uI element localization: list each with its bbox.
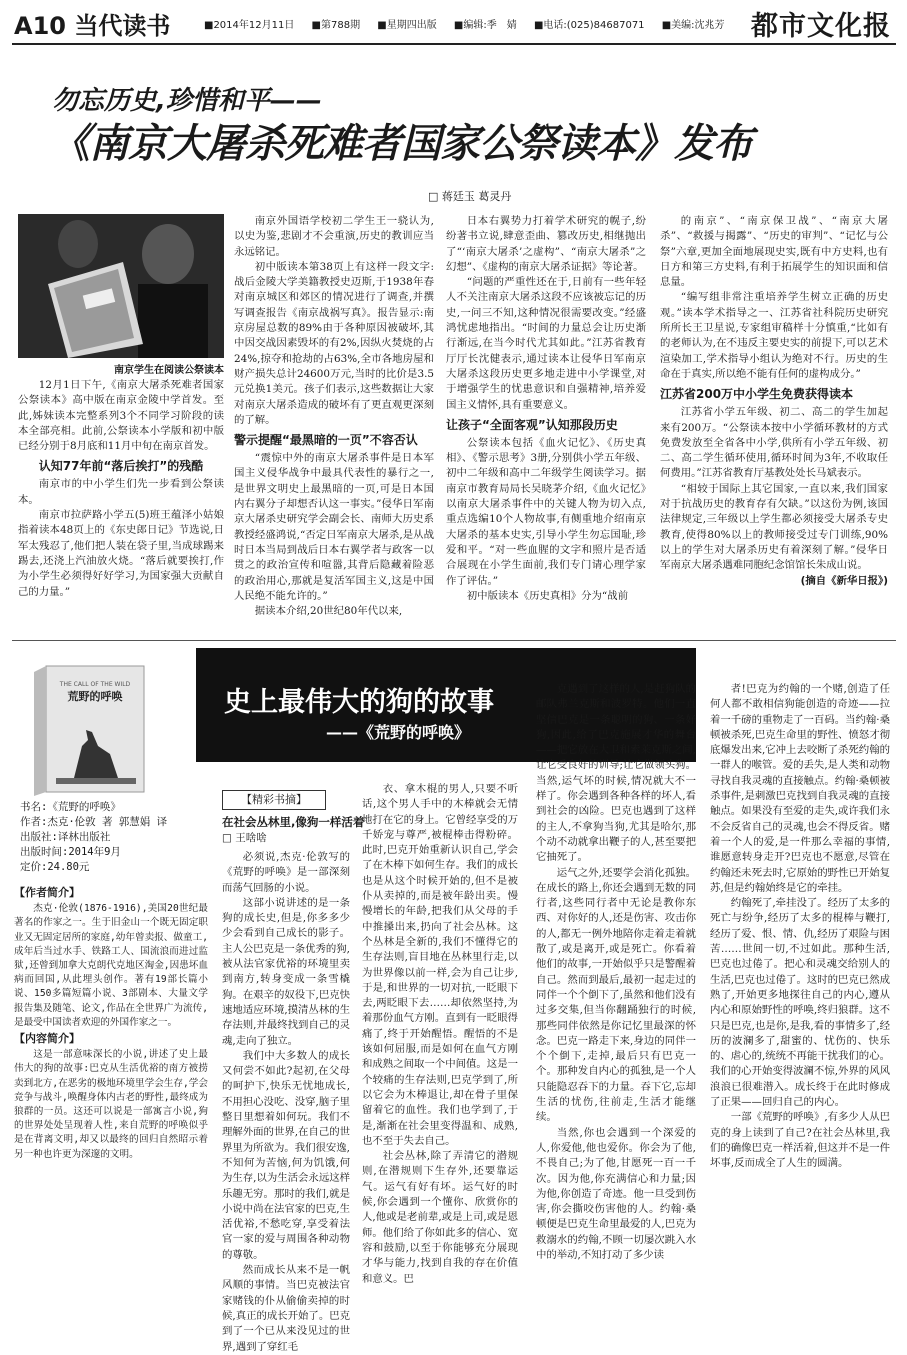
phone: ■电话:(025)84687071 <box>533 20 645 31</box>
paragraph: 南京市拉萨路小学五(5)班王蕴泽小姑娘指着读本48页上的《东史郎日记》节选说,日军太残忍了,他们把人装在袋子里,当成球踢来踢去,还浇上汽油放火烧。“落后就要挨打,作为小学生必须得好好学习,为国家强大贡献自己的力量。” <box>18 509 224 598</box>
book-title: 书名:《荒野的呼唤》 <box>20 801 121 813</box>
article1-column-4 <box>660 214 888 640</box>
paragraph: 当然,你也会遇到一个深爱的人,你爱他,他也爱你。你会为了他,不畏自己;为了他,甘愿死一百一千次。因为他,你充满信心和力量;因为他,你创造了奇迹。他一旦受到伤害,你会撕咬伤害他的人。约翰·桑顿便是巴克生命里最爱的人,巴克为救溺水的约翰,不顾一切屡次跳入水中的举动,不知打动了多少读 <box>536 1126 696 1261</box>
content-intro-heading: 【内容简介】 <box>14 1032 80 1046</box>
cover-english-title: THE CALL OF THE WILD <box>59 681 131 688</box>
article1-column-1 <box>18 378 224 640</box>
paragraph: 南京市的中小学生们先一步看到公祭读本。 <box>18 478 224 506</box>
book-publisher: 出版社:译林出版社 <box>20 831 111 843</box>
page-section: A10 当代读书 <box>14 12 171 40</box>
book-pubdate: 出版时间:2014年9月 <box>20 846 121 858</box>
issue: ■第788期 <box>311 20 361 31</box>
subheading: 认知77年前“落后挨打”的残酷 <box>38 459 204 474</box>
masthead-meta <box>204 16 739 31</box>
book-price: 定价:24.80元 <box>20 861 90 873</box>
paragraph: 初中版读本第38页上有这样一段文字:战后金陵大学美籍教授史迈斯,于1938年春对南京城区和郊区的情况进行了调查,并撰写调查报告《南京战祸写真》。报告显示:南京房屋总数的89%由于各种原因被破坏,其中因交战因素毁坏的有2%,因纵火焚烧的占24%,掠夺和抢劫的占63%,全市各地房屋和财产损失总计24600万元,当时的比价是3.5元兑换1美元。孩子们表示,这些数据让大家对南京大屠杀造成的破坏有了更直观更深刻的了解。 <box>234 260 434 426</box>
article-headline: 《南京大屠杀死难者国家公祭读本》发布 <box>50 121 752 167</box>
photo-illustration <box>18 214 224 358</box>
paragraph: 必须说,杰克·伦敦写的《荒野的呼唤》是一部深刻而荡气回肠的小说。 <box>222 851 350 894</box>
paragraph: 约翰死了,牵挂没了。经历了太多的死亡与纷争,经历了太多的棍棒与鞭打,经历了爱、恨、情、仇,经历了艰险与困苦……世间一切,不过如此。那种生活,巴克也过倦了。把心和灵魂交给别人的生活,巴克也过倦了。这时的巴克已然成熟了,开始更多地探往自己的内心,遵从内心和原始野性的呼唤,终归狼群。这不只是巴克,也是你,是我,看的事情多了,经历的波澜多了,甜蜜的、忧伤的、快乐的、虐心的,统统不再能干扰我们的心。我们的心开始变得波澜不惊,外界的风风浪浪已很难潜入。成长终于在此时修成了正果——回归自己的内心。 <box>710 897 890 1109</box>
paragraph: “问题的严重性还在于,日前有一些年轻人不关注南京大屠杀这段不应该被忘记的历史,一问三不知,这种情况很需要改变。”经盛鸿忧虑地指出。“时间的力量总会让历史渐行渐远,在当今时代尤其如此。”江苏省教育厅厅长沈健表示,通过读本让侵华日军南京大屠杀这段历史更多地走进中小学课堂,对于增强学生的忧患意识和自强精神,培养爱国主义情怀,具有重要意义。 <box>446 276 646 411</box>
banner-subtitle: ——《荒野的呼唤》 <box>326 723 471 742</box>
photo-caption: 南京学生在阅读公祭读本 <box>114 365 224 376</box>
book-intro-column <box>14 884 208 1270</box>
excerpt-column-1 <box>222 850 350 1353</box>
excerpt-tag: 【精彩书摘】 <box>222 790 326 810</box>
paragraph: 据读本介绍,20世纪80年代以来, <box>254 605 403 618</box>
excerpt-column-3 <box>536 682 696 1270</box>
source-credit: (摘自《新华日报》) <box>800 574 888 587</box>
paragraph: 运气之外,还要学会消化孤独。在成长的路上,你还会遇到无数的同行者,这些同行者中无论是教你东西、对你好的人,还是伤害、攻击你的人,都无一例外地陪你走着走着就散了,或是离开,或是死亡。你看着他们的故事,一开始似乎只是警醒着自己。然而到最后,最初一起走过的同伴一个个倒下了,虽然和他们没有过多交集,但当你翻踊独行的时候,那些同伴依然是你记忆里最深的怀念。巴克一路走下来,身边的同伴一个个倒下,走掉,最后只有巴克一个。那种发自内心的孤独,是一个人只能隐忍吞下的力量。吞下它,忘却生活的忧伤,往前走,生活才能继续。 <box>536 866 696 1124</box>
paragraph: 初中版读本《历史真相》分为“战前 <box>466 589 628 602</box>
excerpt-author: □ 王啥啥 <box>222 832 267 844</box>
editor: ■编辑:季 婧 <box>453 20 517 31</box>
section-divider <box>12 640 896 641</box>
paragraph: 日本右翼势力打着学术研究的幌子,纷纷著书立说,肆意歪曲、篡改历史,相继抛出了“‘南京大屠杀’之虚构”、“南京大屠杀”之幻想”、《虚构的南京大屠杀证据》等论著。 <box>446 215 646 273</box>
author-intro-heading: 【作者简介】 <box>14 886 80 899</box>
paragraph: “编写组非常注重培养学生树立正确的历史观。”读本学术指导之一、江苏省社科院历史研究所所长王卫星说,专家组审稿样十分慎重,“比如有的老师认为,在不违反主要史实的前提下,可以艺术渲染加工,学术指导小组认为绝对不行。历史的生命在于真实,所以绝不能有任何的虚构成分。” <box>660 291 888 380</box>
byline: □ 蒋廷玉 葛灵丹 <box>428 190 512 203</box>
book-author: 作者:杰克·伦敦 著 郭慧娟 译 <box>20 816 168 828</box>
paragraph: 江苏省小学五年级、初二、高二的学生加起来有200万。“公祭读本按中小学循环教材的方式免费发放至全省各中小学,供所有小学五年级、初二、高二学生循环使用,循环时间为3年,不收取任何费用。”江苏省教育厅基教处处长马斌表示。 <box>660 406 888 480</box>
excerpt-column-2 <box>362 782 518 1285</box>
paragraph: 南京外国语学校初二学生王一骁认为,以史为鉴,悲剧才不会重演,历史的教训应当永远铭记。 <box>234 215 434 258</box>
banner-title: 史上最伟大的狗的故事 <box>224 687 494 718</box>
subheading: 警示提醒“最黑暗的一页”不容否认 <box>234 433 418 448</box>
subheading: 江苏省200万中小学生免费获得读本 <box>660 387 854 402</box>
date: ■2014年12月11日 <box>204 20 295 31</box>
paragraph: “震惊中外的南京大屠杀事件是日本军国主义侵华战争中最具代表性的暴行之一,是世界文明史上最黑暗的一页,可是日本国内右翼分子却想否认这一事实。”侵华日军南京大屠杀史研究学会副会长、南师大历史系教授经盛鸿说,“否定日军南京大屠杀,是从战时日本当局到战后日本右翼学者与政客一以贯之的政治宣传和喧嚣,其背后隐藏着险恶的政治用心,那就是复活军国主义,这是中国人民绝不能允许的。” <box>234 452 434 602</box>
article-kicker: 勿忘历史,珍惜和平—— <box>52 86 322 116</box>
paragraph: “相较于国际上其它国家,一直以来,我们国家对于抗战历史的教育存有欠缺。”以这份为例,该国法律规定,三年级以上学生都必须接受大屠杀专史教育,使得80%以上的教师接受过专门训练,90%以上的学生对大屠杀历史有着深刻了解。”侵华日军南京大屠杀遇难同胞纪念馆馆长朱成山说。 <box>660 482 888 572</box>
newspaper-brand: 都市文化报 <box>751 11 891 42</box>
weekday: ■星期四出版 <box>377 20 437 31</box>
cover-title: 荒野的呼唤 <box>67 690 123 703</box>
author-intro: 杰克·伦敦(1876-1916),美国20世纪最著名的作家之一。生于旧金山一个既无固定职业又无固定居所的家庭,幼年曾卖报、做童工,成年后当过水手、铁路工人、国流浪而进过监狱,还曾到加拿大克朗代克地区淘金,因患坏血病而回国,从此埋头创作。著有19部长篇小说、150多篇短篇小说、3部剧本、大量文学报告集及随笔、论文,作品在全世界广为流传,是最受中国读者欢迎的外国作家之一。 <box>14 903 208 1028</box>
book-info <box>20 800 200 875</box>
paragraph: 者!巴克为约翰的一个赌,创造了任何人都不敢相信狗能创造的奇迹——拉着一千磅的重物走了一百码。当约翰·桑顿被杀死,巴克生命里的野性、愤怒才彻底爆发出来,它冲上去咬断了杀死约翰的一群人的喉管。爱的丢失,是人类和动物寻找自我灵魂的直接触点。约翰·桑顿被杀事件,是刺激巴克找到自我灵魂的直接触点。如果没有至爱的走失,或许我们永不会反省自己的灵魂,也会不得反省。赌着一个人的爱,是一件那么幸福的事情,谁愿意转身走开?巴克也不愿意,尽管在约翰还未死去时,它原始的野性已开始复苏,但是约翰始终是它的牵挂。 <box>710 683 890 894</box>
header-rule <box>12 43 896 45</box>
article1-column-3 <box>446 214 646 640</box>
paragraph: 克遇到了这样的人,是赶狗队的邮队弗兰克斯和波罗特。他们一直坚信巴克是一条聪明的狗、一条好狗,因此,给了巴克施展才华的舞台——把它放在大卫和索莱克斯之间,让它受良好的训导;让它做领头狗。当然,运气坏的时候,情况就大不一样了。你会遇到各种各样的坏人,看到社会的凶险。巴克也遇到了这样的主人,不拿狗当狗,尤其是哈尔,那个动不动就拿出鞭子的人,甚至要把它抽死了。 <box>536 683 696 864</box>
paragraph: 的南京”、“南京保卫战”、“南京大屠杀”、“救援与揭露”、“历史的审判”、“记忆与公祭”六章,更加全面地展现史实,既有中方史料,也有日方和第三方史料,有利于拓展学生的知识面和信息量。 <box>660 215 888 289</box>
designer: ■美编:沈兆芳 <box>661 20 725 31</box>
content-intro: 这是一部意味深长的小说,讲述了史上最伟大的狗的故事:巴克从生活优裕的南方被捞卖到北方,在恶劣的极地环境里学会生存,学会竞争与战斗,唤醒身体内古老的野性,最终成为狼群的一员。这还可以说是一部寓言小说,狗的世界处处呈现着人性,来自荒野的呼唤似乎是在背离文明,却又以最终的回归自然昭示着另一种也许更为深邃的文明。 <box>14 1049 208 1160</box>
book-cover <box>26 660 154 798</box>
page-header <box>0 0 907 44</box>
paragraph: 社会丛林,除了弄清它的潜规则,在潜规则下生存外,还要靠运气。运气有好有坏。运气好的时候,你会遇到一个懂你、欣赏你的人,他或是老前辈,或是上司,或是恩师。他们给了你如此多的信心、宽容和鼓励,以至于你能够充分展现才华与能力,找到自我的存在价值和意义。巴 <box>362 1150 518 1285</box>
students-reading-photo <box>18 214 224 358</box>
excerpt-title: 在社会丛林里,像狗一样活着 <box>222 815 365 829</box>
subheading: 让孩子“全面客观”认知那段历史 <box>446 417 618 432</box>
paragraph: 衣、拿木棍的男人,只要不听话,这个男人手中的木棒就会无情地打在它的身上。它曾经享受的万千娇宠与尊严,被棍棒击得粉碎。此时,巴克开始重新认识自己,学会了在木棒下如何生存。我们的成长也是从这个时候开始的,但不是被仆从卖掉的,而是被年龄出卖。慢慢增长的年龄,把我们从父母的手中推搡出来,扔向了社会丛林。这个丛林是全新的,我们不懂得它的生存法则,盲目地在丛林里行走,以为世界像以前一样,会为自己让步,于是,和世界的一切对抗,一眨眼下去,两眨眼下去……却依然坚持,为着那份血气方刚。直到有一眨眼得痛了,终于开始醒悟。醒悟的不是该如何屈服,而是如何在血气方刚和成熟之间取一个中间值。这是一个较痛的生存法则,巴克学到了,所以它会为木棒退让,却在骨子里保留着它的血性。我们也学到了,于是,渐渐在社会里变得温和、成熟,也不至于失去自己。 <box>362 783 518 1147</box>
excerpt-column-4 <box>710 682 890 1270</box>
book-cover-art <box>26 660 154 798</box>
paragraph: 12月1日下午,《南京大屠杀死难者国家公祭读本》高中版在南京金陵中学首发。至此,姊妹读本完整系列3个不同学习阶段的读本全部亮相。此前,公祭读本小学版和初中版已经分别于8月底和11月中旬在南京首发。 <box>18 379 224 453</box>
article1-column-2 <box>234 214 434 640</box>
paragraph: 这部小说讲述的是一条狗的成长史,但是,你多多少少会看到自己成长的影子。主人公巴克是一条优秀的狗,被从法官家优裕的环境里卖到南方,转身变成一条雪橇狗。在艰辛的奴役下,巴克快速地适应环境,摸清丛林的生存法则,并最终找到自己的灵魂,走向了独立。 <box>222 896 350 1047</box>
paragraph: 然而成长从来不是一帆风顺的事情。当巴克被法官家赌钱的仆从偷偷卖掉的时候,真正的成长开始了。巴克到了一个已从来没见过的世界,遇到了穿红毛 <box>222 1264 350 1353</box>
paragraph: 一部《荒野的呼唤》,有多少人从巴克的身上读到了自己?在社会丛林里,我们的确像巴克一样活着,但这并不是一件坏事,反而成全了人生的圆满。 <box>710 1111 890 1170</box>
paragraph: 公祭读本包括《血火记忆》、《历史真相》、《警示思考》3册,分别供小学五年级、初中二年级和高中二年级学生阅读学习。据南京市教育局局长吴晓茅介绍,《血火记忆》以南京大屠杀事件中的关键人物为切入点,重点选编10个人物故事,有侧重地介绍南京大屠杀的基本史实,引导小学生勿忘国耻,珍爱和平。“对一些血腥的文字和照片是否适合展现在小学生面前,我们专门请心理学家作了评估。” <box>446 436 646 587</box>
paragraph: 我们中大多数人的成长又何尝不如此?起初,在父母的呵护下,快乐无忧地成长,不用担心没吃、没穿,脑子里整日里想着如何玩。我们不理解外面的世界,在自己的世界里为所欲为。我们很安逸,不知何为苦恼,何为饥饿,何为生存,以为生活会永远这样乐趣无穷。那时的我们,就是小说中尚在法官家的巴克,生活优裕,不愁吃穿,享受着法官一家的爱与周围各种动物的尊敬。 <box>222 1049 350 1261</box>
